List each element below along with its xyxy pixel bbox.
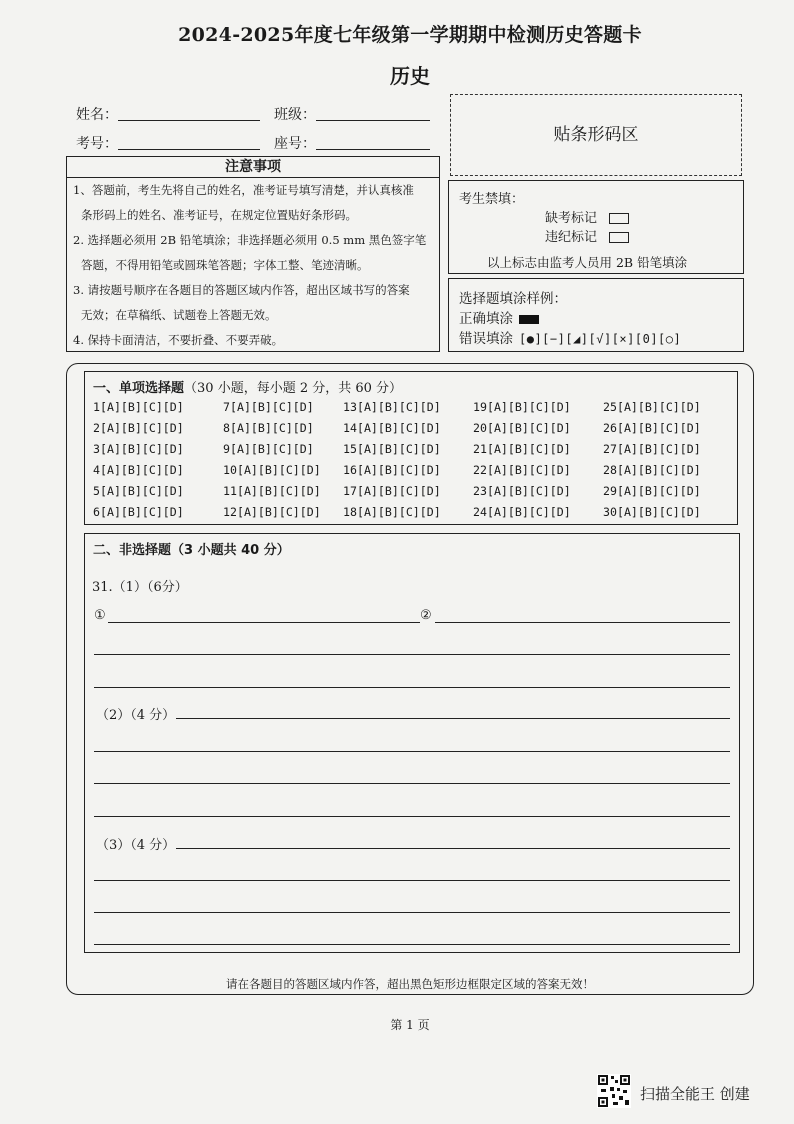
ban-note: 以上标志由监考人员用 2B 铅笔填涂 [487,255,688,270]
class-label: 班级： [274,107,316,123]
blank-1-label: ① [94,608,106,623]
exam-no-label: 考号： [76,136,118,152]
choice-question[interactable]: 24[A][B][C][D] [473,505,571,519]
answer-line[interactable] [176,847,730,849]
blank-2-line[interactable] [435,621,730,623]
choice-question[interactable]: 28[A][B][C][D] [603,463,701,477]
choice-question[interactable]: 29[A][B][C][D] [603,484,701,498]
barcode-area [450,94,742,176]
scanner-watermark: 扫描全能王 创建 [640,1085,750,1103]
fill-sample-box [448,278,744,352]
subject-title: 历史 [390,64,430,88]
page-number: 第 1 页 [390,1018,430,1032]
choice-question[interactable]: 2[A][B][C][D] [93,421,184,435]
absent-label: 缺考标记 [545,211,598,226]
answer-line[interactable] [94,782,730,784]
choice-question[interactable]: 9[A][B][C][D] [223,442,314,456]
question-31-label: 31.（1）（6分） [92,580,188,595]
answer-line[interactable] [94,815,730,817]
choice-question[interactable]: 26[A][B][C][D] [603,421,701,435]
choice-question[interactable]: 27[A][B][C][D] [603,442,701,456]
choice-question[interactable]: 19[A][B][C][D] [473,400,571,414]
part-2-label: （2）（4 分） [96,708,176,723]
choice-question[interactable]: 12[A][B][C][D] [223,505,321,519]
wrong-row [459,327,681,347]
correct-fill-mark [519,315,539,324]
qr-code-icon [597,1074,631,1108]
name-field[interactable] [118,104,260,121]
choice-question[interactable]: 4[A][B][C][D] [93,463,184,477]
choice-question[interactable]: 8[A][B][C][D] [223,421,314,435]
answer-line[interactable] [94,750,730,752]
choice-question[interactable]: 13[A][B][C][D] [343,400,441,414]
notice-line: 无效；在草稿纸、试题卷上答题无效。 [81,308,277,322]
choice-question[interactable]: 11[A][B][C][D] [223,484,321,498]
notice-heading: 注意事项 [67,157,439,178]
free-response-section [84,533,740,953]
answer-line[interactable] [94,686,730,688]
class-field[interactable] [316,104,430,121]
choice-question[interactable]: 25[A][B][C][D] [603,400,701,414]
answer-line[interactable] [94,943,730,945]
choice-question[interactable]: 14[A][B][C][D] [343,421,441,435]
choice-question[interactable]: 21[A][B][C][D] [473,442,571,456]
section1-title [93,377,402,396]
notice-line: 4. 保持卡面清洁，不要折叠、不要弄破。 [73,333,284,347]
exam-no-field[interactable] [118,133,260,150]
name-label: 姓名： [76,107,118,123]
notice-line: 3. 请按题号顺序在各题目的答题区域内作答，超出区域书写的答案 [73,283,410,297]
wrong-label: 错误填涂 [459,331,513,347]
choice-question[interactable]: 3[A][B][C][D] [93,442,184,456]
barcode-label: 贴条形码区 [553,125,639,145]
choice-question[interactable]: 30[A][B][C][D] [603,505,701,519]
choice-question[interactable]: 15[A][B][C][D] [343,442,441,456]
part-3-label: （3）（4 分） [96,838,176,853]
notice-line: 2. 选择题必须用 2B 铅笔填涂；非选择题必须用 0.5 mm 黑色签字笔 [73,233,427,247]
section2-title: 二、非选择题（3 小题共 40 分） [93,543,290,558]
multiple-choice-section [84,371,738,525]
notice-line: 答题，不得用铅笔或圆珠笔答题；字体工整、笔迹清晰。 [81,258,369,272]
page-title: 2024-2025年度七年级第一学期期中检测历史答题卡 [178,24,642,46]
choice-question[interactable]: 10[A][B][C][D] [223,463,321,477]
violation-row [545,226,629,245]
absent-row [545,207,629,226]
choice-question[interactable]: 17[A][B][C][D] [343,484,441,498]
section1-subtitle: （30 小题，每小题 2 分，共 60 分） [184,381,403,396]
blank-1-line[interactable] [108,621,420,623]
answer-line[interactable] [94,911,730,913]
section1-title-text: 一、单项选择题 [93,381,185,396]
correct-label: 正确填涂 [459,311,513,327]
choice-question[interactable]: 18[A][B][C][D] [343,505,441,519]
choice-question[interactable]: 5[A][B][C][D] [93,484,184,498]
wrong-fill-marks: [●][−][◢][√][×][0][○] [519,332,682,346]
correct-row [459,307,539,327]
notice-line: 条形码上的姓名、准考证号，在规定位置贴好条形码。 [81,208,357,222]
notice-box [66,156,440,352]
seat-label: 座号： [274,136,316,152]
choice-question[interactable]: 1[A][B][C][D] [93,400,184,414]
choice-question[interactable]: 16[A][B][C][D] [343,463,441,477]
seat-field[interactable] [316,133,430,150]
notice-line: 1、答题前，考生先将自己的姓名，准考证号填写清楚，并认真核准 [73,183,414,197]
examinee-ban-box [448,180,744,274]
answer-line[interactable] [94,653,730,655]
choice-question[interactable]: 22[A][B][C][D] [473,463,571,477]
footer-note: 请在各题目的答题区域内作答，超出黑色矩形边框限定区域的答案无效！ [226,977,594,991]
violation-checkbox[interactable] [609,232,629,243]
violation-label: 违纪标记 [545,230,598,245]
answer-line[interactable] [176,717,730,719]
absent-checkbox[interactable] [609,213,629,224]
choice-question[interactable]: 20[A][B][C][D] [473,421,571,435]
blank-2-label: ② [420,608,432,623]
answer-line[interactable] [94,879,730,881]
choice-question[interactable]: 7[A][B][C][D] [223,400,314,414]
choice-question[interactable]: 23[A][B][C][D] [473,484,571,498]
choice-question[interactable]: 6[A][B][C][D] [93,505,184,519]
ban-title: 考生禁填： [459,192,525,207]
sample-title: 选择题填涂样例： [459,291,567,307]
